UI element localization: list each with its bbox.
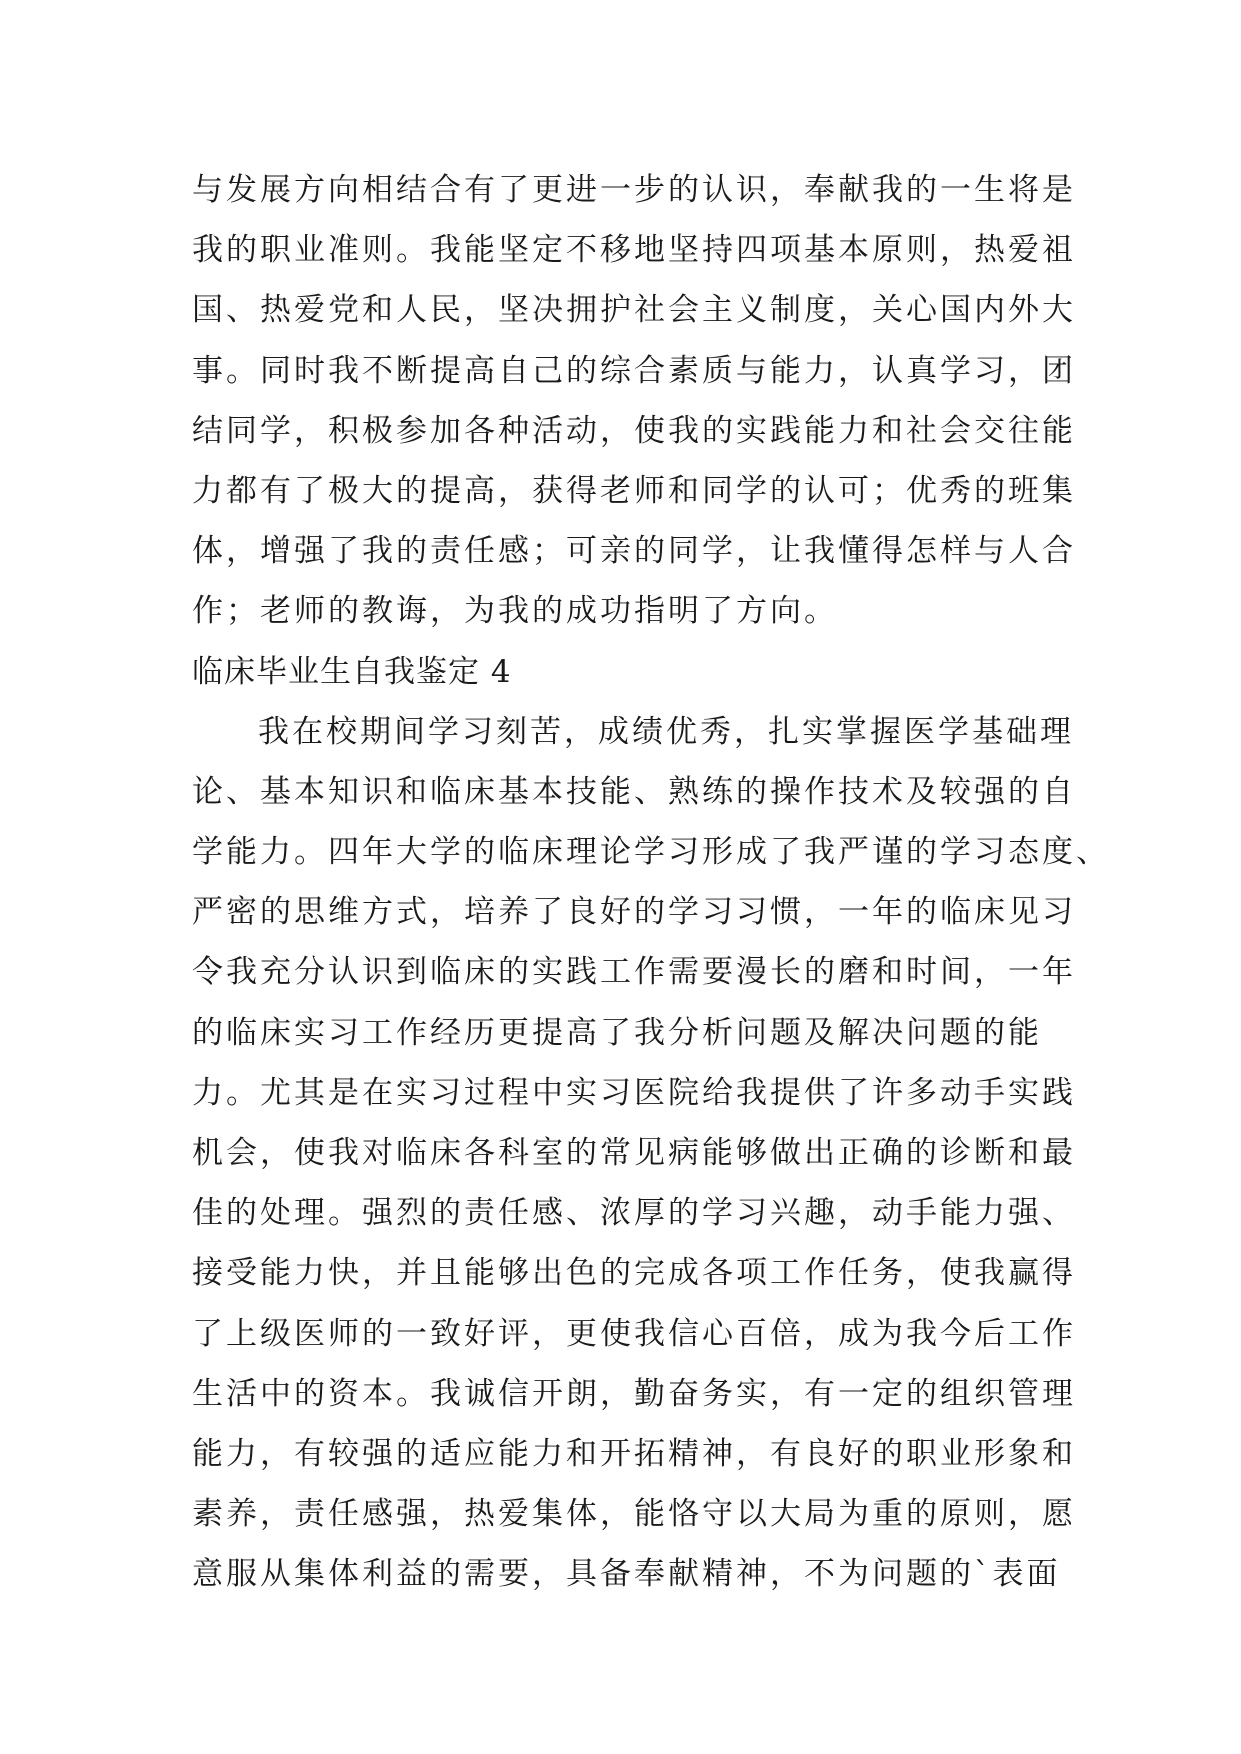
paragraph-1-line: 我的职业准则。我能坚定不移地坚持四项基本原则，热爱祖 bbox=[192, 232, 1076, 269]
paragraph-2-line: 接受能力快，并且能够出色的完成各项工作任务，使我赢得 bbox=[192, 1255, 1076, 1292]
paragraph-2-line: 我在校期间学习刻苦，成绩优秀，扎实掌握医学基础理 bbox=[258, 713, 1074, 750]
section-heading: 临床毕业生自我鉴定 4 bbox=[192, 653, 512, 690]
paragraph-2-line: 机会，使我对临床各科室的常见病能够做出正确的诊断和最 bbox=[192, 1135, 1076, 1171]
paragraph-2 bbox=[192, 702, 1110, 1605]
paragraph-2-line: 能力，有较强的适应能力和开拓精神，有良好的职业形象和 bbox=[192, 1435, 1076, 1472]
paragraph-2-line: 意服从集体利益的需要，具备奉献精神，不为问题的`表面 bbox=[192, 1556, 1061, 1593]
paragraph-1-line: 国、热爱党和人民，坚决拥护社会主义制度，关心国内外大 bbox=[192, 292, 1076, 329]
paragraph-2-line: 佳的处理。强烈的责任感、浓厚的学习兴趣，动手能力强、 bbox=[192, 1195, 1076, 1232]
paragraph-1-line: 体，增强了我的责任感；可亲的同学，让我懂得怎样与人合 bbox=[192, 533, 1076, 570]
paragraph-1-line: 结同学，积极参加各种活动，使我的实践能力和社会交往能 bbox=[192, 412, 1076, 449]
paragraph-2-line: 力。尤其是在实习过程中实习医院给我提供了许多动手实践 bbox=[192, 1074, 1076, 1111]
paragraph-1-line: 与发展方向相结合有了更进一步的认识，奉献我的一生将是 bbox=[192, 172, 1076, 208]
paragraph-1-line: 事。同时我不断提高自己的综合素质与能力，认真学习，团 bbox=[192, 352, 1076, 389]
paragraph-2-line: 严密的思维方式，培养了良好的学习习惯，一年的临床见习 bbox=[192, 894, 1076, 931]
paragraph-1 bbox=[192, 160, 1076, 642]
paragraph-2-line: 素养，责任感强，热爱集体，能恪守以大局为重的原则，愿 bbox=[192, 1496, 1076, 1533]
document-body bbox=[192, 160, 1110, 1605]
paragraph-2-line: 了上级医师的一致好评，更使我信心百倍，成为我今后工作 bbox=[192, 1315, 1076, 1352]
paragraph-1-line: 力都有了极大的提高，获得老师和同学的认可；优秀的班集 bbox=[192, 472, 1076, 509]
paragraph-2-line: 论、基本知识和临床基本技能、熟练的操作技术及较强的自 bbox=[192, 773, 1076, 810]
paragraph-2-line: 学能力。四年大学的临床理论学习形成了我严谨的学习态度、 bbox=[192, 834, 1110, 871]
paragraph-2-line: 令我充分认识到临床的实践工作需要漫长的磨和时间，一年 bbox=[192, 954, 1076, 991]
paragraph-2-line: 的临床实习工作经历更提高了我分析问题及解决问题的能 bbox=[192, 1014, 1042, 1051]
paragraph-2-line: 生活中的资本。我诚信开朗，勤奋务实，有一定的组织管理 bbox=[192, 1375, 1076, 1412]
paragraph-1-line: 作；老师的教诲，为我的成功指明了方向。 bbox=[192, 593, 838, 630]
